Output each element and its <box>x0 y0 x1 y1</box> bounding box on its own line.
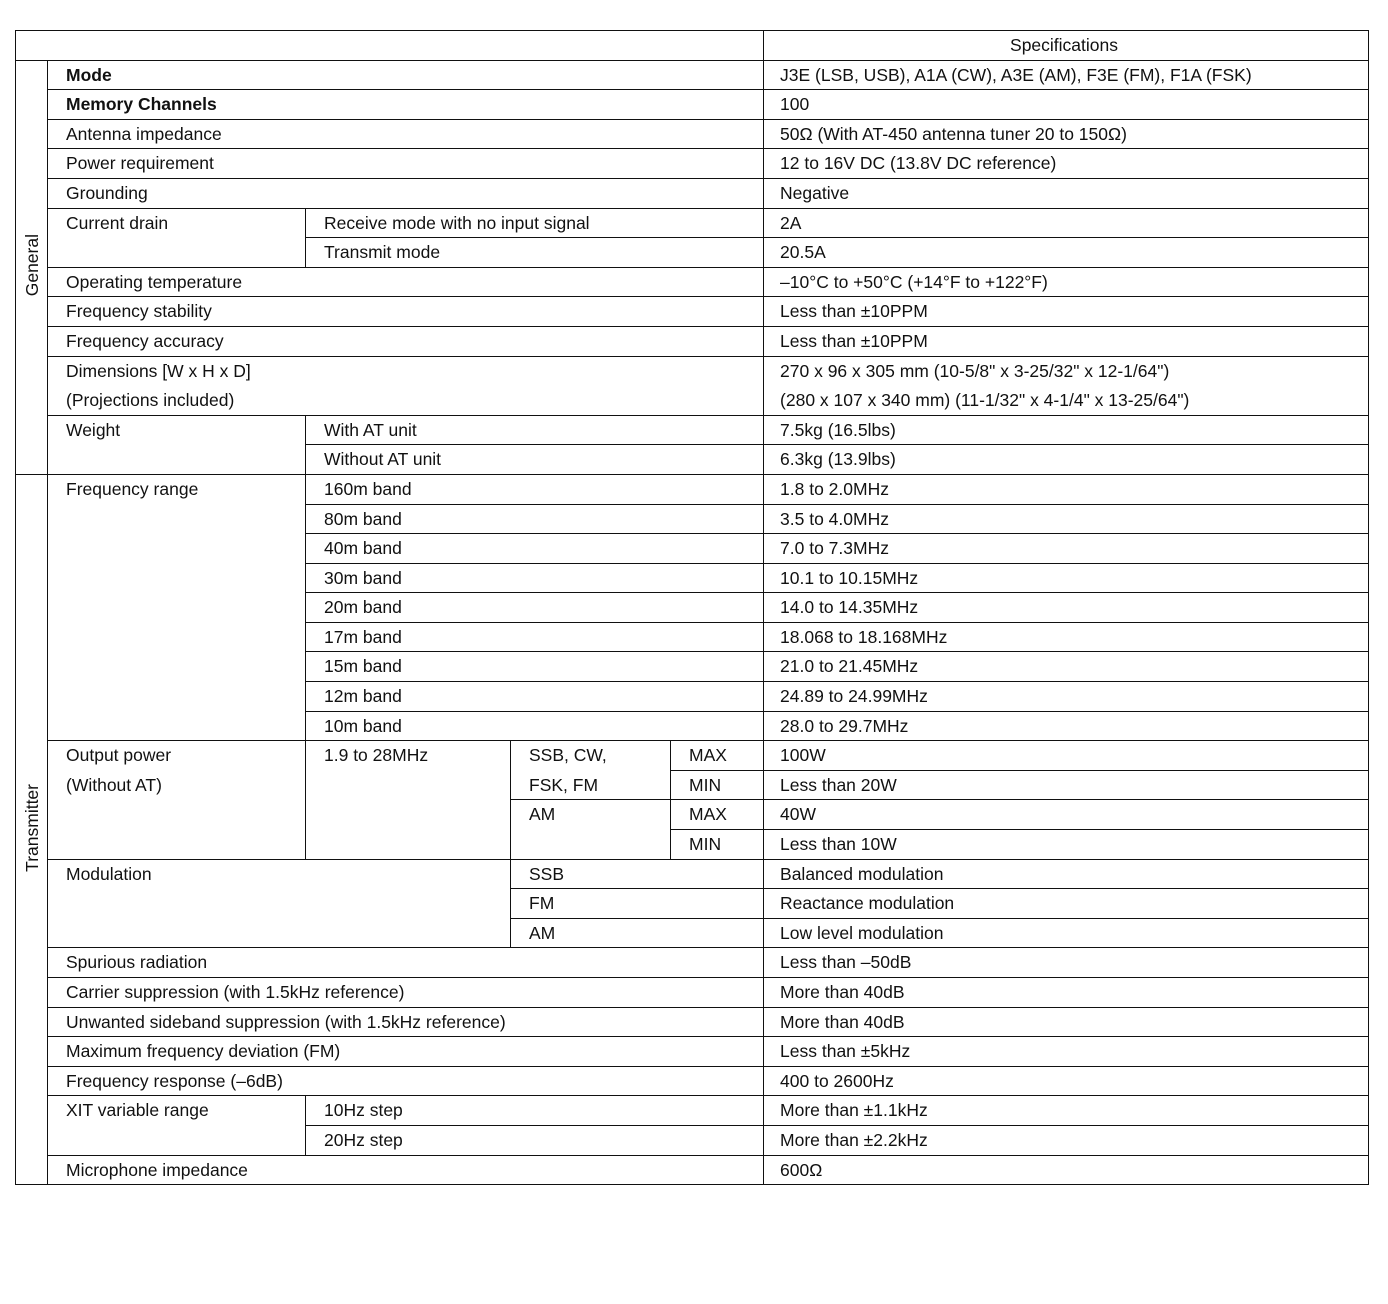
output-max-value: 100W <box>764 741 1369 771</box>
table-row <box>16 208 1369 238</box>
band-label: 10m band <box>306 711 764 741</box>
response-value: 400 to 2600Hz <box>764 1066 1369 1096</box>
band-label: 160m band <box>306 474 764 504</box>
table-row <box>16 1096 1369 1126</box>
table-row <box>16 741 1369 771</box>
table-row <box>16 800 1369 830</box>
table-row <box>16 1007 1369 1037</box>
band-range: 3.5 to 4.0MHz <box>764 504 1369 534</box>
output-blank <box>48 830 306 860</box>
xit-step10-value: More than ±1.1kHz <box>764 1096 1369 1126</box>
modulation-label: Modulation <box>48 859 511 948</box>
mic-value: 600Ω <box>764 1155 1369 1185</box>
response-label: Frequency response (–6dB) <box>48 1066 764 1096</box>
modulation-am: AM <box>511 918 764 948</box>
table-row <box>16 386 1369 416</box>
table-row <box>16 90 1369 120</box>
weight-label: Weight <box>48 415 306 474</box>
current-rx-label: Receive mode with no input signal <box>306 208 764 238</box>
antenna-label: Antenna impedance <box>48 119 764 149</box>
memory-value: 100 <box>764 90 1369 120</box>
freq-range-label: Frequency range <box>48 474 306 740</box>
table-row <box>16 978 1369 1008</box>
output-mode-am: AM <box>511 800 671 859</box>
xit-step20-label: 20Hz step <box>306 1125 764 1155</box>
band-label: 15m band <box>306 652 764 682</box>
modulation-am-value: Low level modulation <box>764 918 1369 948</box>
output-am-max-value: 40W <box>764 800 1369 830</box>
mode-label: Mode <box>48 60 764 90</box>
spec-sheet <box>15 30 1369 1185</box>
dimensions-note-value: (280 x 107 x 340 mm) (11-1/32" x 4-1/4" x 13-25/64") <box>764 386 1369 416</box>
output-min-label: MIN <box>671 770 764 800</box>
sideband-value: More than 40dB <box>764 1007 1369 1037</box>
table-row <box>16 1037 1369 1067</box>
band-range: 14.0 to 14.35MHz <box>764 593 1369 623</box>
band-range: 7.0 to 7.3MHz <box>764 534 1369 564</box>
modulation-fm: FM <box>511 889 764 919</box>
dimensions-note-label: (Projections included) <box>48 386 764 416</box>
table-row <box>16 1155 1369 1185</box>
band-range: 21.0 to 21.45MHz <box>764 652 1369 682</box>
band-range: 18.068 to 18.168MHz <box>764 622 1369 652</box>
output-min-value: Less than 20W <box>764 770 1369 800</box>
power-label: Power requirement <box>48 149 764 179</box>
table-row <box>16 830 1369 860</box>
output-blank <box>48 800 306 830</box>
dimensions-label: Dimensions [W x H x D] <box>48 356 764 386</box>
xit-label: XIT variable range <box>48 1096 306 1155</box>
specifications-header: Specifications <box>764 31 1369 61</box>
output-freq: 1.9 to 28MHz <box>306 741 511 859</box>
table-row <box>16 356 1369 386</box>
table-row <box>16 326 1369 356</box>
grounding-label: Grounding <box>48 178 764 208</box>
band-range: 1.8 to 2.0MHz <box>764 474 1369 504</box>
table-row <box>16 859 1369 889</box>
band-label: 30m band <box>306 563 764 593</box>
accuracy-label: Frequency accuracy <box>48 326 764 356</box>
current-tx-value: 20.5A <box>764 238 1369 268</box>
header-blank <box>16 31 764 61</box>
band-label: 20m band <box>306 593 764 623</box>
output-mode-ssb: SSB, CW, <box>511 741 671 771</box>
carrier-value: More than 40dB <box>764 978 1369 1008</box>
table-row <box>16 119 1369 149</box>
current-label: Current drain <box>48 208 306 267</box>
stability-label: Frequency stability <box>48 297 764 327</box>
weight-with-label: With AT unit <box>306 415 764 445</box>
section-general: General <box>16 60 48 474</box>
output-max-label: MAX <box>671 741 764 771</box>
temperature-label: Operating temperature <box>48 267 764 297</box>
spurious-label: Spurious radiation <box>48 948 764 978</box>
band-range: 10.1 to 10.15MHz <box>764 563 1369 593</box>
band-range: 24.89 to 24.99MHz <box>764 682 1369 712</box>
modulation-ssb-value: Balanced modulation <box>764 859 1369 889</box>
weight-with-value: 7.5kg (16.5lbs) <box>764 415 1369 445</box>
stability-value: Less than ±10PPM <box>764 297 1369 327</box>
mic-label: Microphone impedance <box>48 1155 764 1185</box>
memory-label: Memory Channels <box>48 90 764 120</box>
weight-without-label: Without AT unit <box>306 445 764 475</box>
table-row <box>16 178 1369 208</box>
band-label: 17m band <box>306 622 764 652</box>
spurious-value: Less than –50dB <box>764 948 1369 978</box>
xit-step20-value: More than ±2.2kHz <box>764 1125 1369 1155</box>
grounding-value: Negative <box>764 178 1369 208</box>
current-tx-label: Transmit mode <box>306 238 764 268</box>
weight-without-value: 6.3kg (13.9lbs) <box>764 445 1369 475</box>
modulation-ssb: SSB <box>511 859 764 889</box>
specifications-table <box>15 30 1369 1185</box>
dimensions-value: 270 x 96 x 305 mm (10-5/8" x 3-25/32" x 12-1/64") <box>764 356 1369 386</box>
deviation-label: Maximum frequency deviation (FM) <box>48 1037 764 1067</box>
output-am-max-label: MAX <box>671 800 764 830</box>
band-label: 40m band <box>306 534 764 564</box>
output-power-label: Output power <box>48 741 306 771</box>
table-row <box>16 415 1369 445</box>
deviation-value: Less than ±5kHz <box>764 1037 1369 1067</box>
antenna-value: 50Ω (With AT-450 antenna tuner 20 to 150Ω) <box>764 119 1369 149</box>
carrier-label: Carrier suppression (with 1.5kHz reference) <box>48 978 764 1008</box>
table-row <box>16 60 1369 90</box>
header-row <box>16 31 1369 61</box>
table-row <box>16 474 1369 504</box>
accuracy-value: Less than ±10PPM <box>764 326 1369 356</box>
temperature-value: –10°C to +50°C (+14°F to +122°F) <box>764 267 1369 297</box>
table-row <box>16 770 1369 800</box>
output-mode-fsk: FSK, FM <box>511 770 671 800</box>
band-label: 12m band <box>306 682 764 712</box>
band-label: 80m band <box>306 504 764 534</box>
table-row <box>16 1066 1369 1096</box>
table-row <box>16 149 1369 179</box>
output-power-note: (Without AT) <box>48 770 306 800</box>
modulation-fm-value: Reactance modulation <box>764 889 1369 919</box>
output-am-min-label: MIN <box>671 830 764 860</box>
mode-value: J3E (LSB, USB), A1A (CW), A3E (AM), F3E (FM), F1A (FSK) <box>764 60 1369 90</box>
power-value: 12 to 16V DC (13.8V DC reference) <box>764 149 1369 179</box>
table-row <box>16 297 1369 327</box>
band-range: 28.0 to 29.7MHz <box>764 711 1369 741</box>
table-row <box>16 948 1369 978</box>
current-rx-value: 2A <box>764 208 1369 238</box>
xit-step10-label: 10Hz step <box>306 1096 764 1126</box>
output-am-min-value: Less than 10W <box>764 830 1369 860</box>
section-transmitter: Transmitter <box>16 474 48 1184</box>
sideband-label: Unwanted sideband suppression (with 1.5kHz reference) <box>48 1007 764 1037</box>
table-row <box>16 267 1369 297</box>
